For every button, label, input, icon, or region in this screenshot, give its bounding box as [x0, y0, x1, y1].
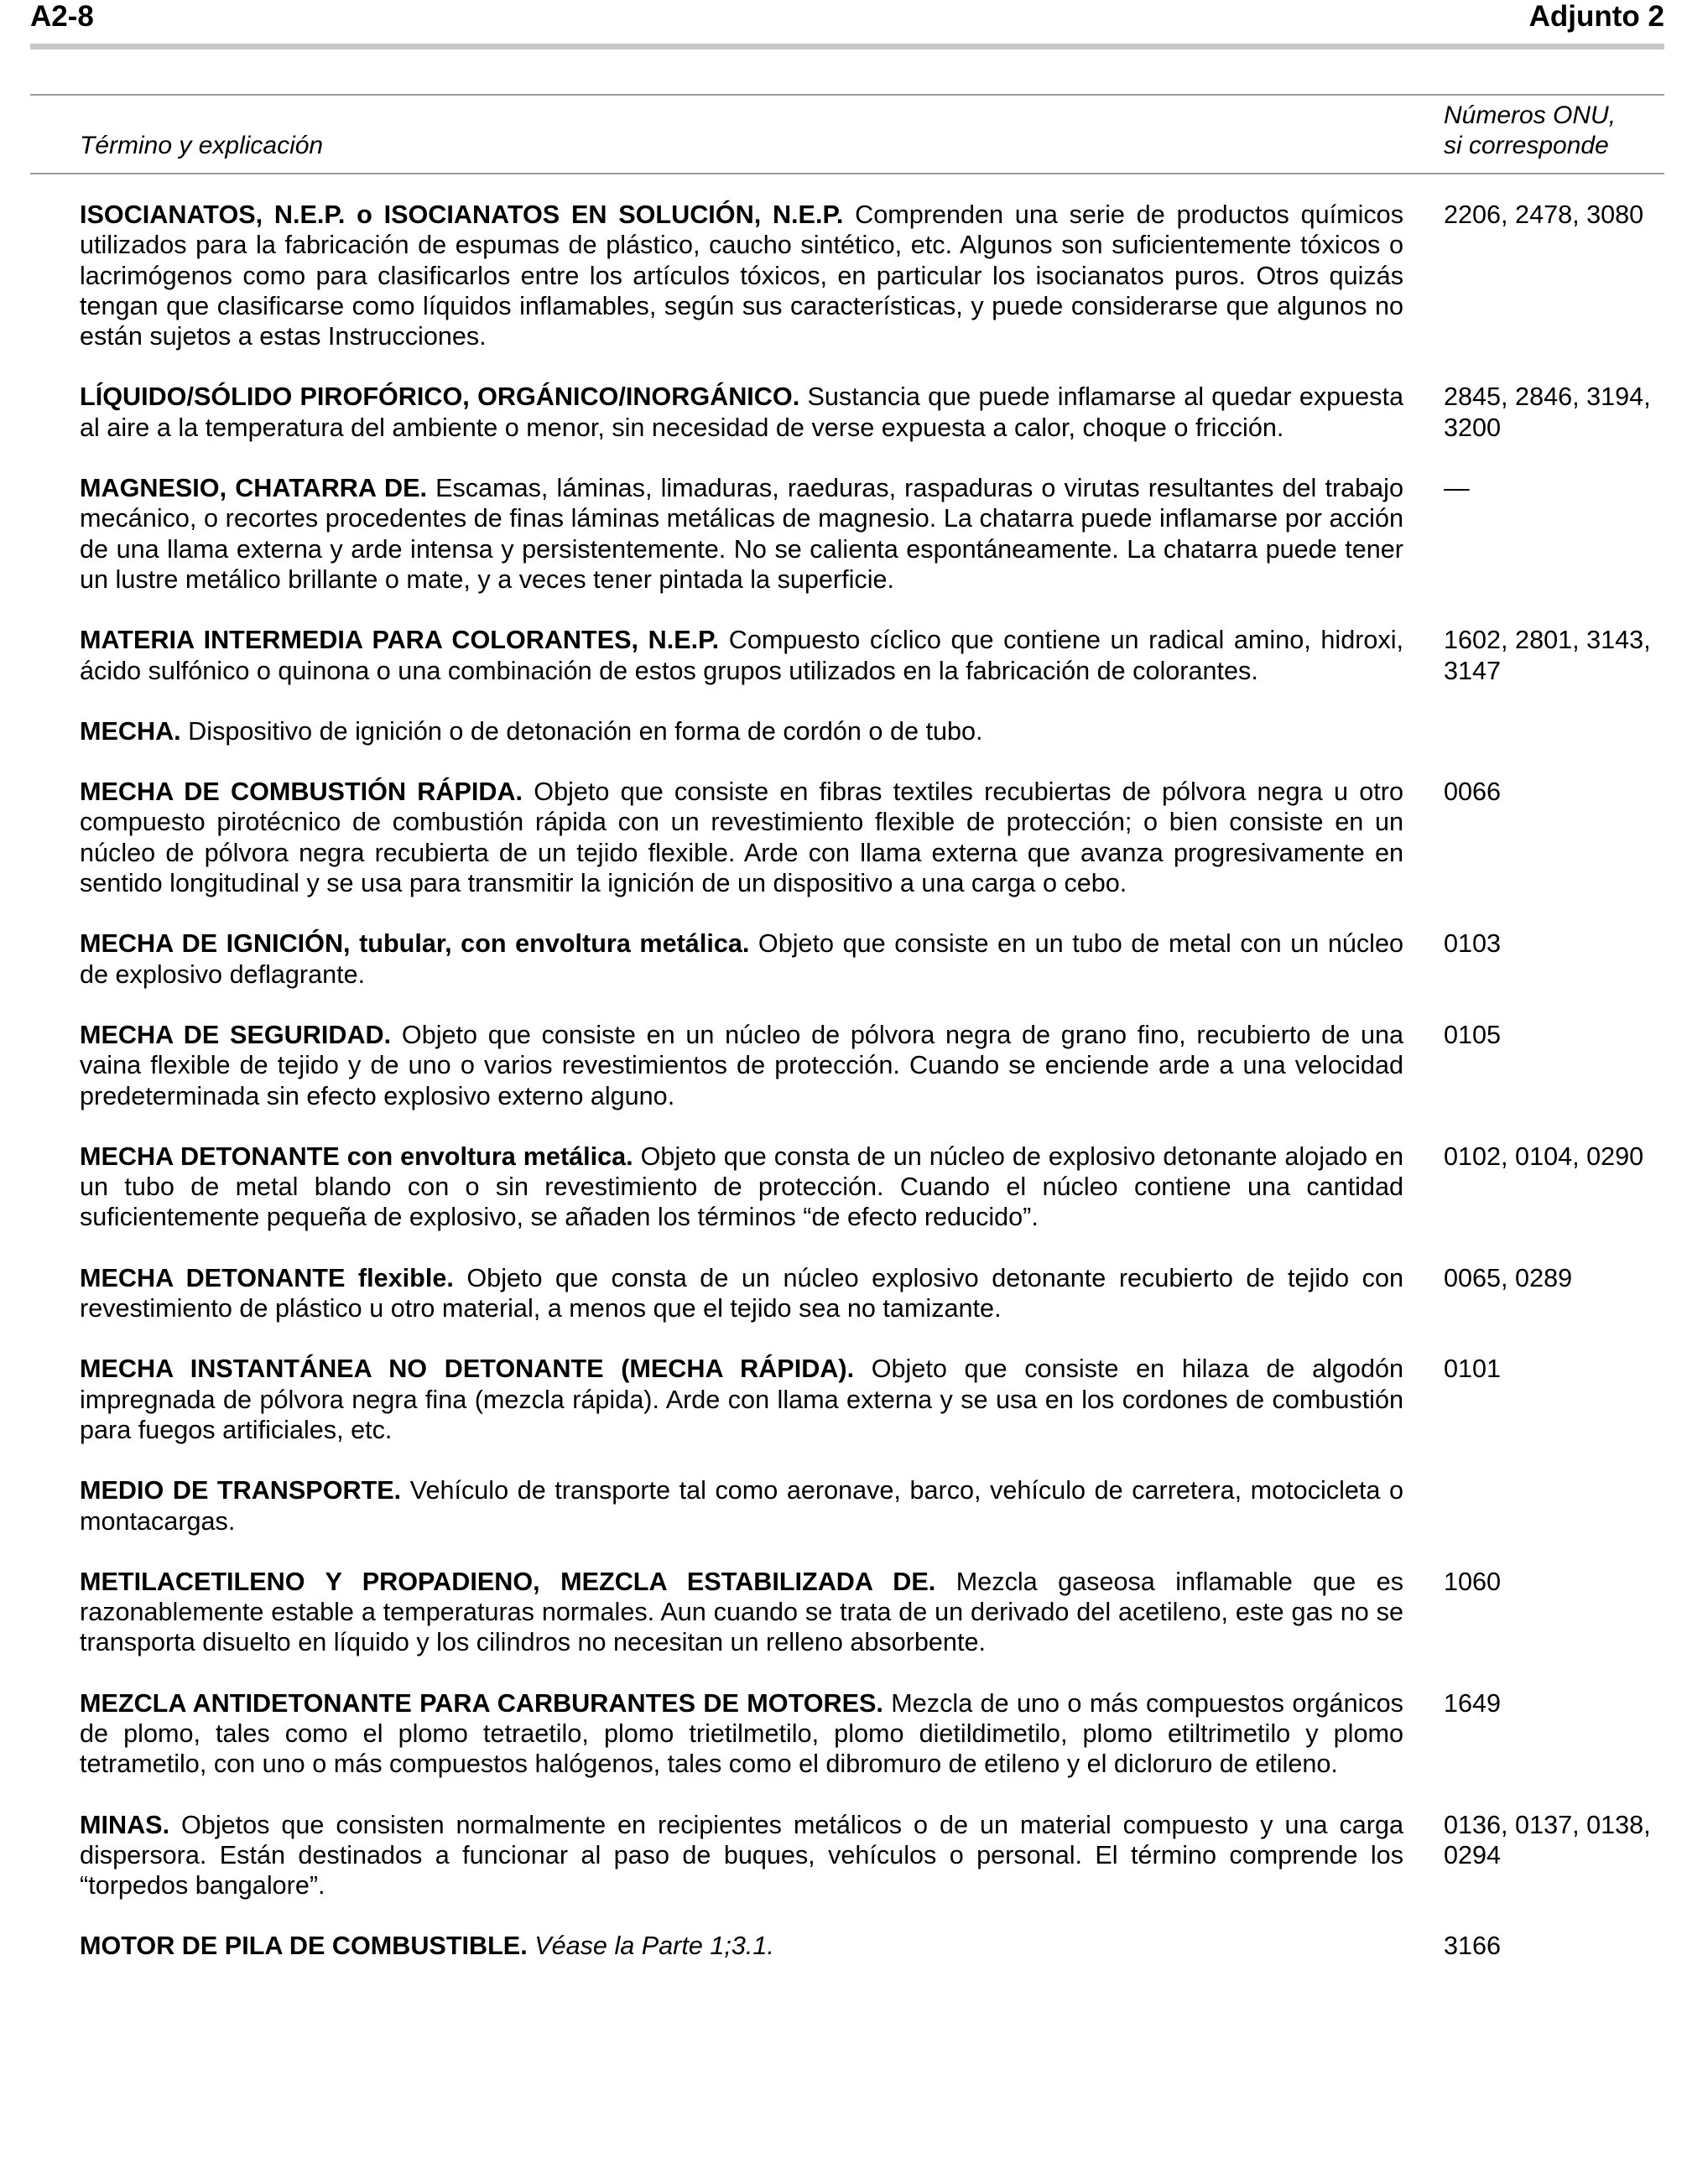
entry-un-numbers: 0065, 0289: [1444, 1263, 1573, 1292]
entry-term: MECHA INSTANTÁNEA NO DETONANTE (MECHA RÁPIDA).: [80, 1355, 855, 1384]
entry-description: [80, 928, 1403, 990]
entry-explanation: Objeto que consiste en fibras textiles recubiertas de pólvora negra u otro compuesto pirotécnico de combustión rápida con un revestimiento flexible de protección; o bien consiste en un núcleo de pólvora negra recubierta de un tejido flexible. Arde con llama externa que avanza progresivamente en sentido longitudinal y se usa para transmitir la ignición de un dispositivo a una carga o cebo.: [80, 777, 1403, 898]
entry-explanation: Mezcla de uno o más compuestos orgánicos de plomo, tales como el plomo tetraetilo, plomo trietilmetilo, plomo dietildimetilo, plomo etiltrimetilo y plomo tetrametilo, con uno o más compuestos halógenos, tales como el dibromuro de etileno y el dicloruro de etileno.: [80, 1688, 1403, 1779]
entry-explanation: Objeto que consiste en hilaza de algodón impregnada de pólvora negra fina (mezcla rápida). Arde con llama externa y se usa en los cordones de combustión para fuegos artificiales, etc.: [80, 1355, 1403, 1444]
entry-term: MECHA.: [80, 716, 181, 746]
glossary-entry: [80, 382, 1682, 443]
entry-description: [80, 473, 1403, 595]
glossary-entry: [80, 1931, 1682, 1961]
glossary-entry: [80, 1810, 1682, 1901]
glossary-entry: [80, 1354, 1682, 1445]
entry-term: MEZCLA ANTIDETONANTE PARA CARBURANTES DE MOTORES.: [80, 1688, 883, 1718]
entry-term: METILACETILENO Y PROPADIENO, MEZCLA ESTABILIZADA DE.: [80, 1567, 936, 1596]
un-column-heading-line1: Números ONU,: [1444, 101, 1617, 129]
entry-un-numbers: 1602, 2801, 3143, 3147: [1444, 626, 1651, 685]
glossary-entry: [80, 1688, 1682, 1780]
entry-term: MECHA DE COMBUSTIÓN RÁPIDA.: [80, 777, 523, 807]
glossary-entry: [80, 1141, 1682, 1233]
entry-term: MATERIA INTERMEDIA PARA COLORANTES, N.E.P.: [80, 626, 720, 655]
entry-un-numbers: 1649: [1444, 1688, 1502, 1718]
entry-explanation: Objeto que consiste en un núcleo de pólvora negra de grano fino, recubierto de una vaina flexible de tejido y de uno o varios revestimientos de protección. Cuando se enciende arde a una velocidad predeterminada sin efecto explosivo externo alguno.: [80, 1020, 1403, 1110]
entry-explanation: Vehículo de transporte tal como aeronave, barco, vehículo de carretera, motocicleta o montacargas.: [80, 1476, 1403, 1536]
entry-description: [80, 1020, 1403, 1111]
entry-description: [80, 625, 1403, 686]
un-column-heading-line2: si corresponde: [1444, 132, 1609, 159]
entry-term: MOTOR DE PILA DE COMBUSTIBLE.: [80, 1932, 528, 1961]
entry-description: [80, 1688, 1403, 1780]
entry-term: MAGNESIO, CHATARRA DE.: [80, 474, 427, 503]
glossary-entry: [80, 777, 1682, 898]
entry-term: MECHA DETONANTE con envoltura metálica.: [80, 1141, 633, 1171]
entry-un-numbers: 1060: [1444, 1567, 1502, 1596]
glossary-entry: [80, 1263, 1682, 1324]
glossary-entry: [80, 1475, 1682, 1537]
entry-description: [80, 716, 1403, 746]
entry-term: MECHA DE IGNICIÓN, tubular, con envoltura metálica.: [80, 929, 750, 959]
entry-un-numbers: 3166: [1444, 1932, 1502, 1961]
table-heading-rule: [30, 173, 1664, 174]
header-divider: [30, 44, 1664, 49]
entry-term: MECHA DE SEGURIDAD.: [80, 1020, 392, 1049]
entry-explanation: Escamas, láminas, limaduras, raeduras, raspaduras o virutas resultantes del trabajo mecánico, o recortes procedentes de finas láminas metálicas de magnesio. La chatarra puede inflamarse por acción de una llama externa y arde intensa y persistentemente. No se calienta espontáneamente. La chatarra puede tener un lustre metálico brillante o mate, y a veces tener pintada la superficie.: [80, 474, 1403, 594]
entry-un-numbers: 0102, 0104, 0290: [1444, 1141, 1644, 1171]
entry-description: [80, 1354, 1403, 1445]
entry-un-numbers: 0105: [1444, 1020, 1502, 1049]
entry-explanation: Objetos que consisten normalmente en recipientes metálicos o de un material compuesto y una carga dispersora. Están destinados a funcionar al paso de buques, vehículos o personal. El término comprende los “torpedos bangalore”.: [80, 1810, 1403, 1901]
glossary-entry: [80, 1567, 1682, 1658]
entry-explanation: Comprenden una serie de productos químicos utilizados para la fabricación de espumas de plástico, caucho sintético, etc. Algunos son suficientemente tóxicos o lacrimógenos como para clasificarlos entre los artículos tóxicos, en particular los isocianatos puros. Otros quizás tengan que clasificarse como líquidos inflamables, según sus características, y puede considerarse que algunos no están sujetos a estas Instrucciones.: [80, 200, 1403, 351]
entry-un-numbers: 2206, 2478, 3080: [1444, 200, 1644, 229]
entry-explanation: Mezcla gaseosa inflamable que es razonablemente estable a temperaturas normales. Aun cuando se trata de un derivado del acetileno, este gas no se transporta disuelto en líquido y los cilindros no necesitan un relleno absorbente.: [80, 1567, 1403, 1657]
entry-description: [80, 1810, 1403, 1901]
entry-explanation: Compuesto cíclico que contiene un radical amino, hidroxi, ácido sulfónico o quinona o una combinación de estos grupos utilizados en la fabricación de colorantes.: [80, 626, 1404, 685]
entry-term: MECHA DETONANTE flexible.: [80, 1263, 454, 1292]
entry-un-numbers: [1444, 1475, 1682, 1537]
entry-explanation: Objeto que consta de un núcleo explosivo detonante recubierto de tejido con revestimiento de plástico u otro material, a menos que el tejido sea no tamizante.: [80, 1263, 1404, 1323]
entry-description: [80, 777, 1403, 898]
glossary-entry: [80, 200, 1682, 351]
entry-un-numbers: 2845, 2846, 3194, 3200: [1444, 382, 1651, 442]
entry-term: MEDIO DE TRANSPORTE.: [80, 1476, 402, 1505]
entry-description: [80, 1263, 1403, 1324]
attachment-label: Adjunto 2: [1528, 0, 1664, 33]
glossary-entry: [80, 1020, 1682, 1111]
glossary-entry: [80, 716, 1682, 746]
entry-un-numbers: [1444, 716, 1682, 746]
entry-explanation: Sustancia que puede inflamarse al quedar expuesta al aire a la temperatura del ambiente o menor, sin necesidad de verse expuesta a calor, choque o fricción.: [80, 382, 1403, 442]
glossary-entry: [80, 625, 1682, 686]
glossary-entry: [80, 473, 1682, 595]
entry-term: ISOCIANATOS, N.E.P. o ISOCIANATOS EN SOLUCIÓN, N.E.P.: [80, 200, 844, 229]
glossary-entries: [80, 200, 1682, 1992]
entry-description: [80, 1141, 1403, 1233]
term-column-heading: Término y explicación: [80, 132, 324, 159]
entry-explanation: Objeto que consiste en un tubo de metal con un núcleo de explosivo deflagrante.: [80, 929, 1403, 989]
entry-explanation: Dispositivo de ignición o de detonación en forma de cordón o de tubo.: [180, 716, 983, 746]
page-number: A2-8: [30, 0, 94, 33]
entry-un-numbers: —: [1444, 474, 1470, 503]
entry-un-numbers: 0101: [1444, 1355, 1502, 1384]
entry-explanation: Objeto que consta de un núcleo de explosivo detonante alojado en un tubo de metal blando con o sin revestimiento de protección. Cuando el núcleo contiene una cantidad suficientemente pequeña de explosivo, se añaden los términos “de efecto reducido”.: [80, 1141, 1404, 1232]
entry-description: [80, 1931, 1403, 1961]
entry-un-numbers: 0066: [1444, 777, 1502, 807]
entry-un-numbers: 0103: [1444, 929, 1502, 959]
entry-description: [80, 1567, 1403, 1658]
entry-description: [80, 1475, 1403, 1537]
entry-description: [80, 382, 1403, 443]
un-column-heading: [1444, 101, 1616, 161]
entry-explanation: [528, 1932, 535, 1960]
page-header: [30, 0, 1664, 32]
entry-term: MINAS.: [80, 1810, 170, 1839]
entry-description: [80, 200, 1403, 351]
entry-term: LÍQUIDO/SÓLIDO PIROFÓRICO, ORGÁNICO/INORGÁNICO.: [80, 382, 800, 412]
glossary-entry: [80, 928, 1682, 990]
entry-un-numbers: 0136, 0137, 0138, 0294: [1444, 1810, 1651, 1869]
table-top-rule: [30, 94, 1664, 96]
entry-reference: Véase la Parte 1;3.1.: [534, 1932, 774, 1961]
